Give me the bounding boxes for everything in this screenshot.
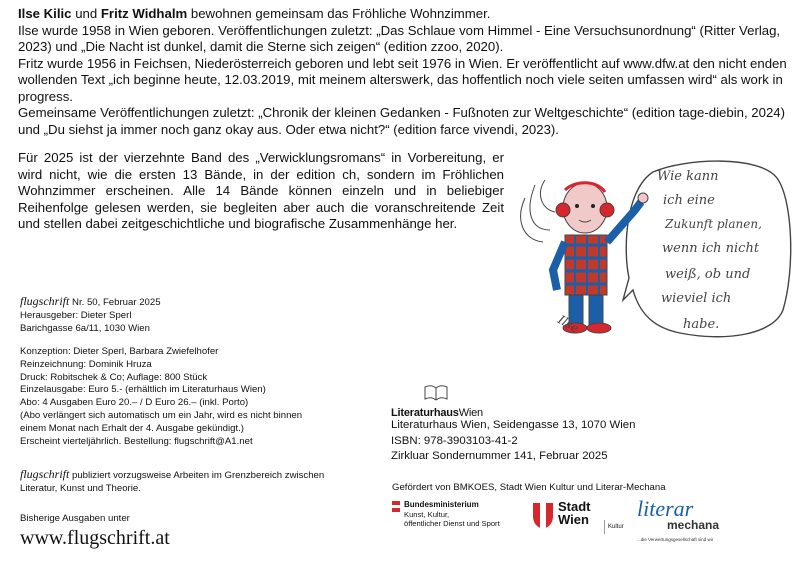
bmkoes-logo: Bundesministerium Kunst, Kultur, öffentlicher Dienst und Sport	[392, 500, 500, 529]
bio-section	[18, 6, 788, 138]
speech-line: Zukunft planen,	[665, 217, 762, 231]
publication-scope: flugschrift publiziert vorzugsweise Arbeiten im Grenzbereich zwischen Literatur, Kunst und Theorie.	[20, 467, 325, 494]
credits	[20, 346, 360, 448]
person-drawing	[521, 180, 648, 333]
novel-announcement: Für 2025 ist der vierzehnte Band des „Verwicklungsromans“ in Vorbereitung, er wird nicht, wie die ersten 13 Bände, in der edition ch, sondern im Fröhlichen Wohnzimmer erscheinen. Alle 14 Bände können einzeln und in beliebiger Reihenfolge gelesen werden, sie begleiten aber auch die voranschreitende Zeit und stellen dabei zeitgeschichtliche und biografische Zusammenhänge her.	[18, 150, 504, 231]
special-issue: Zirkluar Sondernummer 141, Februar 2025	[391, 450, 608, 462]
illustration-figure	[505, 150, 795, 340]
bio-fritz: Fritz wurde 1956 in Feichsen, Niederösterreich geboren und lebt seit 1976 in Wien. Er veröffentlicht auf www.dfw.at den nicht enden wollenden Text „ich beginne heute, 12.03.2019, mit meinem alterswerk, das hoffentlich noch viele seiten umfassen wird“ als work in progress.	[18, 55, 787, 104]
credit-line: Druck: Robitschek & Co; Auflage: 800 Stück	[20, 371, 208, 383]
credit-line: Abo: 4 Ausgaben Euro 20.– / D Euro 26.– (inkl. Porto)	[20, 397, 249, 409]
author-name-ilse: Ilse Kilic	[18, 6, 72, 21]
credit-line: einem Monat nach Erhalt der 4. Ausgabe gekündigt.)	[20, 422, 244, 434]
publisher: Herausgeber: Dieter Sperl	[20, 309, 132, 321]
funding-note: Gefördert von BMKOES, Stadt Wien Kultur und Literar-Mechana	[392, 482, 666, 493]
publisher-address: Barichgasse 6a/11, 1030 Wien	[20, 322, 150, 334]
speech-line: wenn ich nicht	[662, 241, 760, 256]
bio-joint: Gemeinsame Veröffentlichungen zuletzt: „Chronik der kleinen Gedanken - Fußnoten zur Weltgeschichte“ (edition tage-diebin, 2024) und „Du siehst ja immer noch ganz okay aus. Oder etwa nicht?“ (edition farce vivendi, 2023).	[18, 105, 786, 137]
speech-line: weiß, ob und	[665, 267, 751, 282]
credit-line: Reinzeichnung: Dominik Hruza	[20, 358, 152, 370]
brand-name: flugschrift	[20, 467, 70, 481]
austria-flag-icon	[392, 501, 400, 512]
previous-issues-label: Bisherige Ausgaben unter	[20, 513, 130, 524]
bio-ilse: Ilse wurde 1958 in Wien geboren. Veröffentlichungen zuletzt: „Das Schlaue vom Himmel - Eine Versuchsunordnung“ (Ritter Verlag, 2023) und „Die Nacht ist dunkel, damit die Sterne sich zeigen“ (edition zzoo, 2020).	[18, 22, 781, 54]
literaturhaus-logo: LiteraturhausWien	[391, 383, 483, 419]
credit-line: Konzeption: Dieter Sperl, Barbara Zwiefelhofer	[20, 346, 219, 357]
imprint	[20, 295, 350, 335]
speech-line: ich eine	[663, 193, 715, 208]
brand-name: flugschrift	[20, 294, 70, 308]
credit-line: Erscheint vierteljährlich. Bestellung: flugschrift@A1.net	[20, 435, 253, 447]
bio-intro: Ilse Kilic und Fritz Widhalm bewohnen gemeinsam das Fröhliche Wohnzimmer.	[18, 6, 491, 21]
website-link[interactable]: www.flugschrift.at	[20, 527, 170, 549]
isbn: ISBN: 978-3903103-41-2	[391, 434, 518, 447]
literaturhaus-info	[391, 418, 635, 465]
issue-info: Nr. 50, Februar 2025	[72, 297, 161, 308]
speech-line: habe.	[683, 317, 720, 332]
speech-line: Wie kann	[657, 169, 719, 184]
sponsor-logos: Bundesministerium Kunst, Kultur, öffentlicher Dienst und Sport Stadt Wien Kultur literar mechana ...die Verwertungsgesellschaft sind wir	[392, 500, 792, 555]
author-name-fritz: Fritz Widhalm	[100, 6, 188, 21]
signature: Ilse	[555, 312, 582, 336]
literaturhaus-address: Literaturhaus Wien, Seidengasse 13, 1070 Wien	[391, 419, 636, 431]
speech-text	[657, 169, 762, 332]
speech-line: wieviel ich	[661, 291, 732, 306]
credit-line: (Abo verlängert sich automatisch um ein Jahr, wird es nicht binnen	[20, 409, 303, 421]
credit-line: Einzelausgabe: Euro 5.- (erhältlich im Literaturhaus Wien)	[20, 384, 266, 396]
vienna-shield-icon	[532, 502, 554, 530]
book-icon	[423, 383, 449, 403]
